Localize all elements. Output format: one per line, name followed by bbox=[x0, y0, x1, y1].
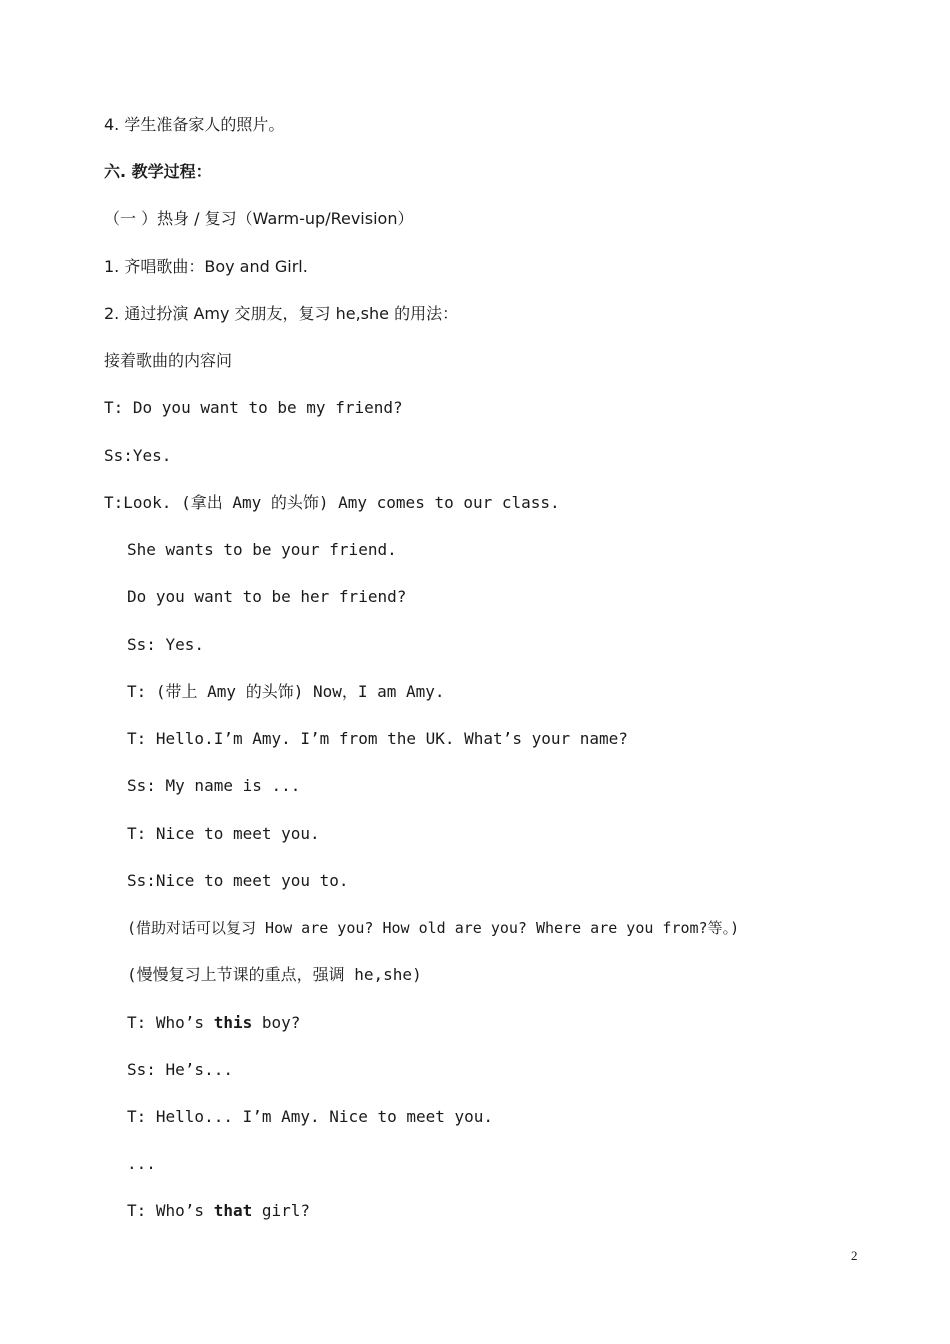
dialogue-line: T: (带上 Amy 的头饰) Now，I am Amy. bbox=[127, 682, 445, 701]
dialogue-line bbox=[127, 1013, 300, 1033]
text-segment: girl? bbox=[252, 1201, 311, 1220]
note-line: (借助对话可以复习 How are you? How old are you? Where are you from?等。) bbox=[127, 919, 740, 937]
note-line: (慢慢复习上节课的重点，强调 he,she) bbox=[127, 965, 422, 984]
text-line: 4. 学生准备家人的照片。 bbox=[104, 115, 285, 134]
dialogue-line: Ss: Yes. bbox=[127, 635, 205, 654]
text-segment: T: Who’s bbox=[127, 1013, 214, 1032]
dialogue-line: She wants to be your friend. bbox=[127, 540, 397, 559]
text-line: 2. 通过扮演 Amy 交朋友，复习 he,she 的用法： bbox=[104, 304, 459, 323]
dialogue-line: T: Hello... I’m Amy. Nice to meet you. bbox=[127, 1107, 494, 1126]
dialogue-line: Do you want to be her friend? bbox=[127, 587, 407, 606]
text-line: 1. 齐唱歌曲：Boy and Girl. bbox=[104, 257, 308, 276]
dialogue-line: T: Do you want to be my friend? bbox=[104, 398, 403, 417]
dialogue-line: Ss:Yes. bbox=[104, 446, 172, 465]
text-segment: T: Who’s bbox=[127, 1201, 214, 1220]
page-number: 2 bbox=[851, 1248, 858, 1263]
text-segment: boy? bbox=[252, 1013, 301, 1032]
emphasized-word: that bbox=[213, 1201, 253, 1220]
ellipsis-line: ... bbox=[127, 1154, 156, 1173]
dialogue-line: Ss: My name is ... bbox=[127, 776, 301, 795]
dialogue-line: T: Hello.I’m Amy. I’m from the UK. What’s your name? bbox=[127, 729, 628, 748]
dialogue-line: T:Look. (拿出 Amy 的头饰) Amy comes to our class. bbox=[104, 493, 560, 512]
emphasized-word: this bbox=[213, 1013, 253, 1032]
dialogue-line: T: Nice to meet you. bbox=[127, 824, 320, 843]
dialogue-line: Ss: He’s... bbox=[127, 1060, 233, 1079]
dialogue-line bbox=[127, 1201, 310, 1221]
text-line: 接着歌曲的内容问 bbox=[104, 351, 233, 370]
dialogue-line: Ss:Nice to meet you to. bbox=[127, 871, 349, 890]
subsection-heading: （一 ）热身 / 复习（Warm-up/Revision） bbox=[104, 209, 414, 228]
section-heading: 六. 教学过程： bbox=[104, 162, 212, 181]
